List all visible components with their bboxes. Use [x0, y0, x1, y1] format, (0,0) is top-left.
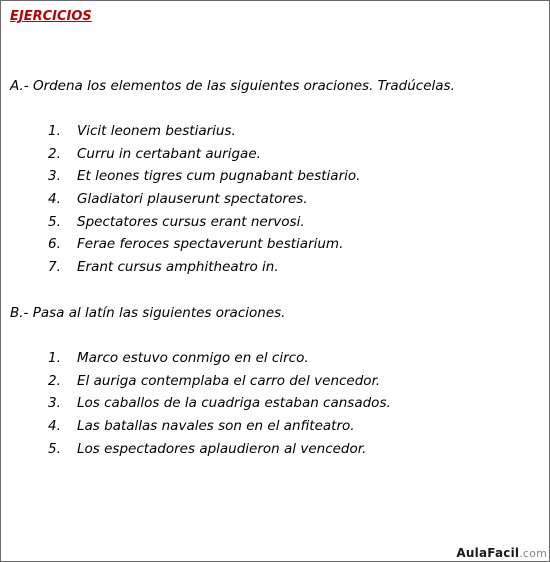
section-a-title: A.- Ordena los elementos de las siguientes oraciones. Tradúcelas. [10, 78, 455, 94]
page-heading: EJERCICIOS [10, 9, 92, 24]
aulafacil-watermark: AulaFacil.com [456, 546, 547, 560]
section-b-title: B.- Pasa al latín las siguientes oraciones. [10, 305, 286, 321]
